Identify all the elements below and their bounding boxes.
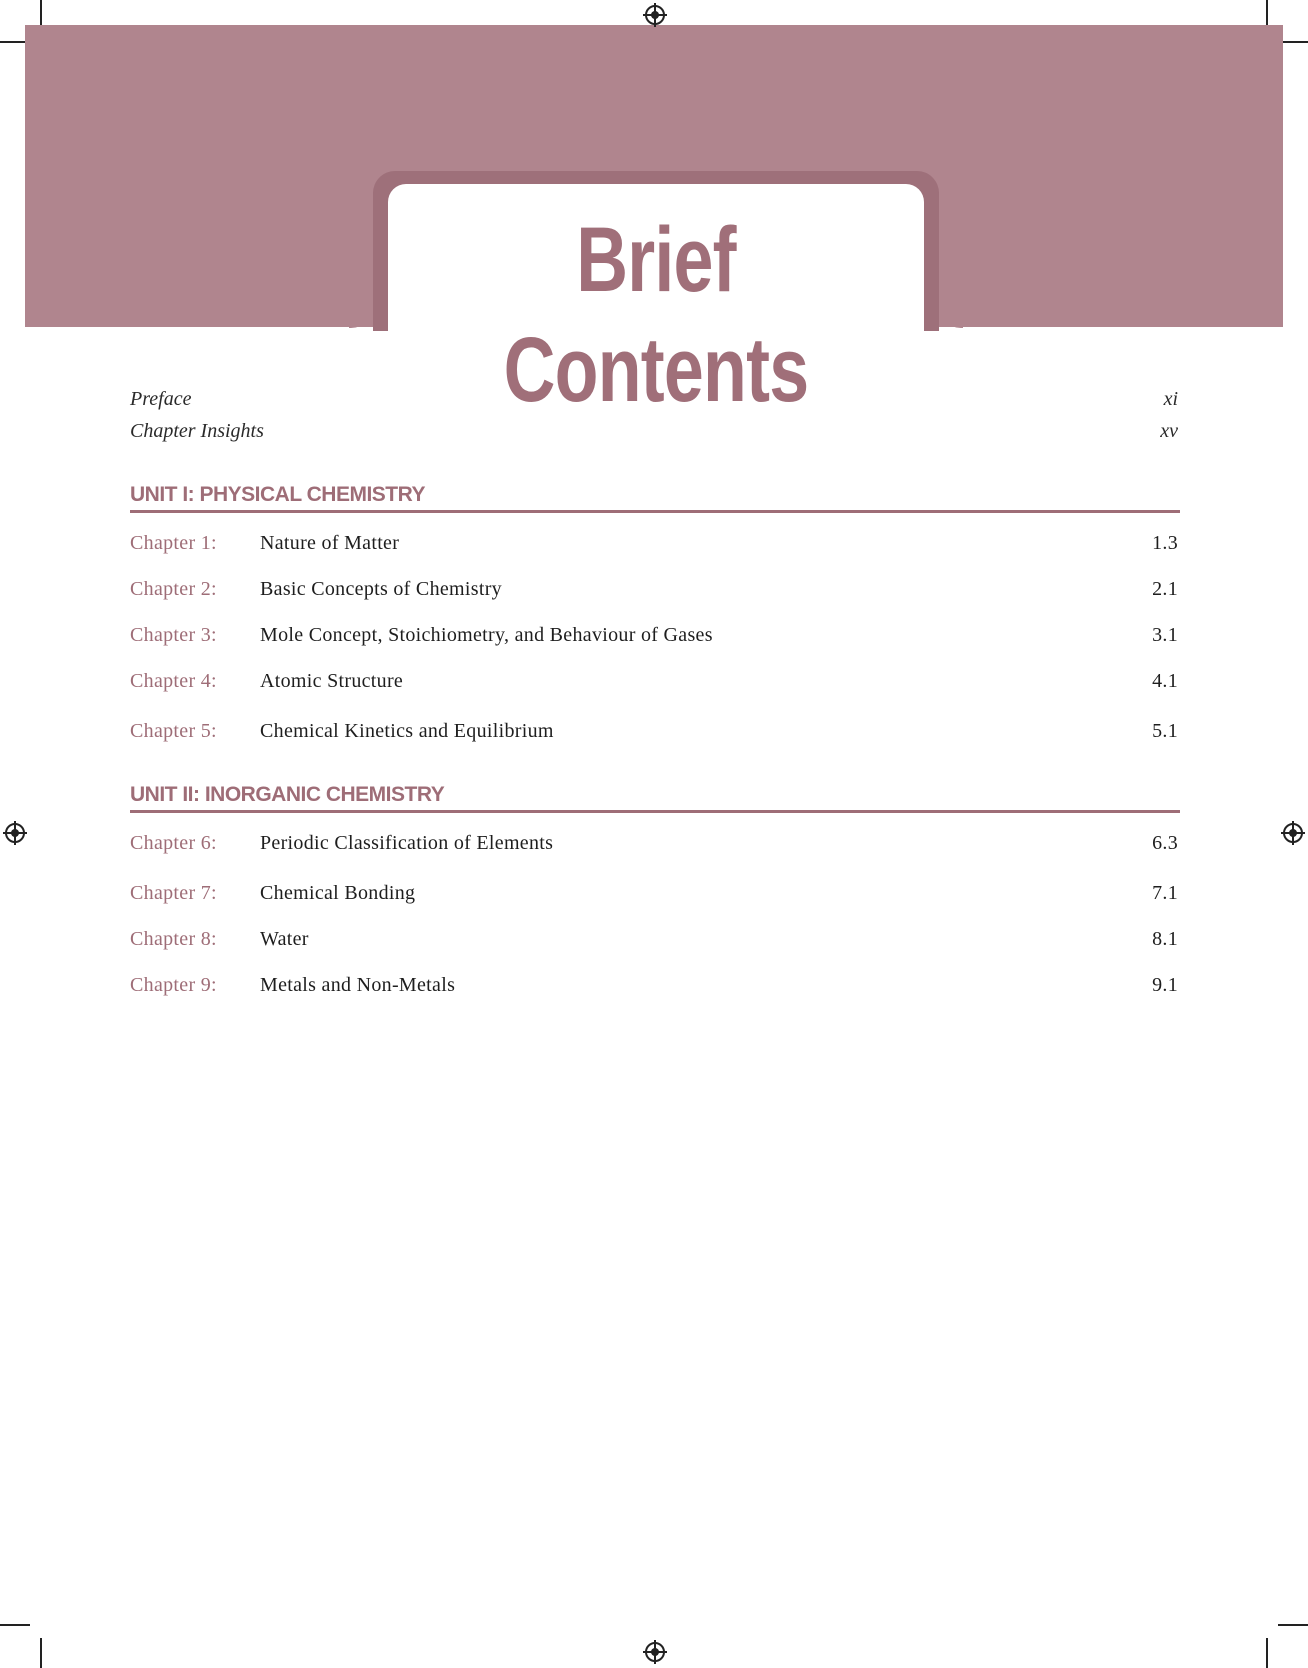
chapter-number: Chapter 7: (130, 882, 217, 904)
chapter-row-2[interactable] (130, 573, 1180, 605)
chapter-title: Mole Concept, Stoichiometry, and Behaviour of Gases (260, 624, 713, 646)
chapter-row-5[interactable] (130, 715, 1180, 747)
chapter-number: Chapter 2: (130, 578, 217, 600)
chapter-title: Water (260, 928, 309, 950)
crop-mark-bottom-right-v (1266, 1638, 1268, 1668)
registration-mark-left (5, 823, 25, 843)
chapter-page: 7.1 (1152, 882, 1178, 904)
chapter-row-3[interactable] (130, 619, 1180, 651)
crop-mark-bottom-right-h (1278, 1624, 1308, 1626)
unit-heading-inorganic-chemistry: UNIT II: INORGANIC CHEMISTRY (130, 780, 1180, 813)
chapter-number: Chapter 1: (130, 532, 217, 554)
chapter-number: Chapter 8: (130, 928, 217, 950)
registration-mark-bottom (645, 1642, 665, 1662)
chapter-page: 1.3 (1152, 532, 1178, 554)
page-title: Brief Contents (503, 209, 809, 421)
front-matter-preface[interactable] (130, 384, 1180, 414)
chapter-title: Basic Concepts of Chemistry (260, 578, 502, 600)
registration-mark-right (1283, 823, 1303, 843)
front-matter-page: xi (1163, 388, 1178, 410)
chapter-number: Chapter 5: (130, 720, 217, 742)
chapter-row-6[interactable] (130, 827, 1180, 859)
crop-mark-bottom-left-h (0, 1624, 30, 1626)
chapter-number: Chapter 6: (130, 832, 217, 854)
chapter-row-7[interactable] (130, 877, 1180, 909)
chapter-row-4[interactable] (130, 665, 1180, 697)
unit-heading-physical-chemistry: UNIT I: PHYSICAL CHEMISTRY (130, 480, 1180, 513)
chapter-title: Nature of Matter (260, 532, 400, 554)
chapter-row-8[interactable] (130, 923, 1180, 955)
chapter-title: Atomic Structure (260, 670, 404, 692)
chapter-row-9[interactable] (130, 969, 1180, 1001)
chapter-page: 5.1 (1152, 720, 1178, 742)
chapter-page: 2.1 (1152, 578, 1178, 600)
chapter-page: 8.1 (1152, 928, 1178, 950)
chapter-row-1[interactable] (130, 527, 1180, 559)
chapter-title: Chemical Bonding (260, 882, 416, 904)
chapter-page: 3.1 (1152, 624, 1178, 646)
front-matter-label: Chapter Insights (130, 420, 264, 442)
crop-mark-bottom-left-v (40, 1638, 42, 1668)
front-matter-page: xv (1160, 420, 1178, 442)
chapter-title: Metals and Non-Metals (260, 974, 456, 996)
front-matter-label: Preface (130, 388, 192, 410)
registration-mark-top (645, 5, 665, 25)
chapter-number: Chapter 9: (130, 974, 217, 996)
chapter-number: Chapter 4: (130, 670, 217, 692)
chapter-number: Chapter 3: (130, 624, 217, 646)
chapter-title: Periodic Classification of Elements (260, 832, 554, 854)
chapter-page: 9.1 (1152, 974, 1178, 996)
chapter-page: 4.1 (1152, 670, 1178, 692)
chapter-title: Chemical Kinetics and Equilibrium (260, 720, 554, 742)
front-matter-chapter-insights[interactable] (130, 416, 1180, 446)
chapter-page: 6.3 (1152, 832, 1178, 854)
